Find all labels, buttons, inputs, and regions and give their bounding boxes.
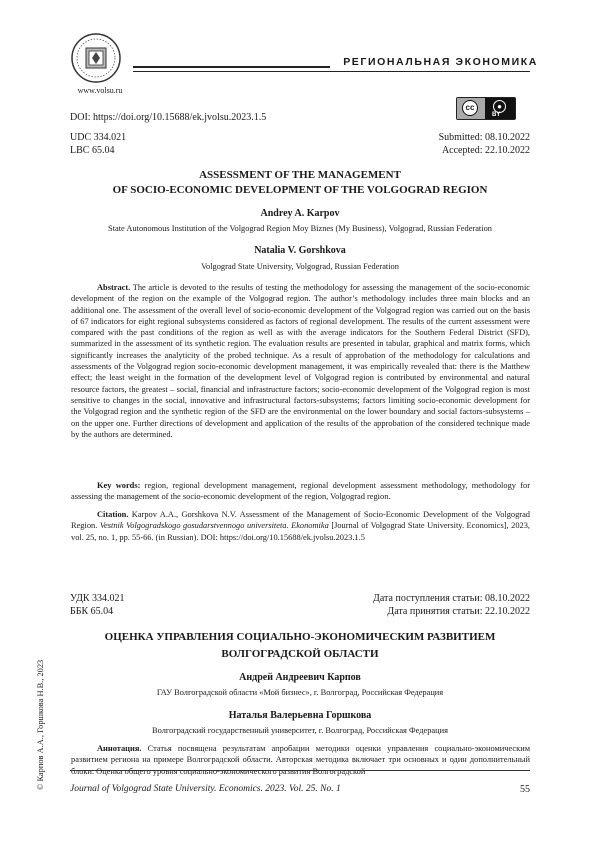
keywords-text: region, regional development management, regional development assessment methodology, methodology for assessing the management of the socio-economic development of the region, Volgograd region. <box>71 481 530 502</box>
footer-rule <box>70 770 530 771</box>
abstract-ru <box>71 743 530 776</box>
udc-ru: УДК 334.021 <box>70 593 125 604</box>
university-logo <box>70 32 122 84</box>
lbc-ru: ББК 65.04 <box>70 606 114 617</box>
citation-tail[interactable]: [Journal of Volgograd State University. Economics], 2023, vol. 25, no. 1, pp. 55-66. (in Russian). DOI: https://doi.org/10.15688/ek.jvolsu.2023.1.5 <box>71 521 531 542</box>
citation-label: Citation. <box>97 510 129 519</box>
abstract-ru-label: Аннотация. <box>97 744 142 753</box>
by-label: BY <box>492 112 501 118</box>
journal-section-title: РЕГИОНАЛЬНАЯ ЭКОНОМИКА <box>330 56 538 68</box>
udc-en: UDC 334.021 <box>70 132 127 143</box>
abstract-text: The article is devoted to the results of testing the methodology for assessing the management of the socio-economic development of the region on the example of the Volgograd region. The author’s methodology includes three main blocks and an additional one. The assessment of the overall level of socio-economic development of the Volgograd region was carried out on the basis of 67 indicators for eight regional subsystems considered as factors of regional development. The results of the current assessment were compared with the past conditions of the region as well as with the average indicators for the Southern Federal District (SFD), summarized in the assessment of its synthetic region. The evaluation results are presented in tabular, graphical and matrix forms, which significantly increases the analyticity of the probed technique. As a result of approbation of the methodology for calculations and assessments of the Volgograd region socio-economic development management, it was empirically revealed that: there is the Matthew effect; the least weight in the formation of the development level of Volgograd region is contributed by environmental and natural resource factors, the greatest – social, financial and infrastructure factors; socio-economic development of the Volgograd region is most sensitive to changes in the social, innovative and infrastructural factors-subsystems; factors limiting socio-economic development for the Volgograd region and the synthetic region of the SFD are the environmental on the lower boundary and social factors-subsystems – on the upper one. Further directions of development and application of the results of the approbation of the considered technique made by the authors are determined. <box>71 283 530 439</box>
doi-link[interactable]: DOI: https://doi.org/10.15688/ek.jvolsu.2023.1.5 <box>70 112 267 123</box>
accepted-ru: Дата принятия статьи: 22.10.2022 <box>387 606 530 617</box>
accepted-en: Accepted: 22.10.2022 <box>441 145 530 156</box>
cc-by-license-badge[interactable] <box>456 97 516 120</box>
by-icon-area <box>485 98 515 119</box>
citation-en <box>71 509 530 543</box>
author1-name-ru: Андрей Андреевич Карпов <box>239 672 361 683</box>
page-number: 55 <box>520 784 530 795</box>
article-title-ru-line2: ВОЛГОГРАДСКОЙ ОБЛАСТИ <box>221 648 379 660</box>
author2-affiliation-en: Volgograd State University, Volgograd, Russian Federation <box>201 262 399 271</box>
abstract-ru-text: Статья посвящена результатам апробации методики оценки управления социально-экономическим развитием региона на примере Волгоградской области. Авторская методика включает три основных и один дополнительный блоки. Оценка общего уровня социально-экономического развития Волгоградской <box>71 744 530 776</box>
author1-affiliation-en: State Autonomous Institution of the Volgograd Region Moy Biznes (My Business), Volgograd, Russian Federation <box>108 224 492 233</box>
author2-name-ru: Наталья Валерьевна Горшкова <box>228 710 372 721</box>
author2-affiliation-ru: Волгоградский государственный университет, г. Волгоград, Российская Федерация <box>152 726 448 735</box>
person-icon: ● <box>493 100 506 113</box>
citation-text: Karpov A.A., Gorshkova N.V. Assessment of the Management of Socio-Economic Development of the Volgograd Region. <box>71 510 530 531</box>
author1-name-en: Andrey A. Karpov <box>260 208 340 219</box>
citation-journal: Vestnik Volgogradskogo gosudarstvennogo universiteta. Ekonomika <box>99 521 329 531</box>
keywords-en <box>71 480 530 503</box>
article-title-en-line2: OF SOCIO-ECONOMIC DEVELOPMENT OF THE VOLGOGRAD REGION <box>112 184 488 196</box>
author2-name-en: Natalia V. Gorshkova <box>254 245 346 256</box>
submitted-ru: Дата поступления статьи: 08.10.2022 <box>373 593 530 604</box>
header-rule-thin <box>133 71 530 72</box>
cc-icon-area <box>457 98 485 119</box>
submitted-en: Submitted: 08.10.2022 <box>438 132 530 143</box>
abstract-en <box>71 282 530 440</box>
cc-icon: cc <box>462 100 478 116</box>
footer-journal: Journal of Volgograd State University. Economics. 2023. Vol. 25. No. 1 <box>70 784 341 794</box>
keywords-label: Key words: <box>97 481 141 490</box>
copyright-vertical: © Карпов А.А., Горшкова Н.В., 2023 <box>36 659 45 790</box>
lbc-en: LBC 65.04 <box>70 145 115 156</box>
site-url[interactable]: www.volsu.ru <box>77 86 123 95</box>
article-title-en-line1: ASSESSMENT OF THE MANAGEMENT <box>199 169 401 181</box>
article-title-ru-line1: ОЦЕНКА УПРАВЛЕНИЯ СОЦИАЛЬНО-ЭКОНОМИЧЕСКИМ РАЗВИТИЕМ <box>104 631 496 643</box>
author1-affiliation-ru: ГАУ Волгоградской области «Мой бизнес», г. Волгоград, Российская Федерация <box>156 688 444 697</box>
abstract-label: Abstract. <box>97 283 131 292</box>
